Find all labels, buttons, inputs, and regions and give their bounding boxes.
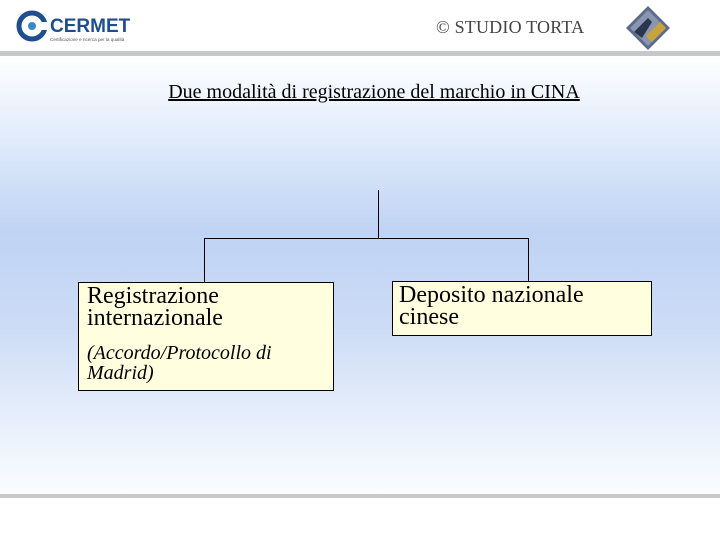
- connector-crossbar: [204, 238, 529, 239]
- cermet-logo: [16, 10, 140, 44]
- cermet-wordmark: CERMET: [50, 16, 131, 37]
- connector-right-drop: [528, 238, 529, 282]
- slide-title: Due modalità di registrazione del marchio in CINA: [168, 81, 580, 103]
- connector-trunk: [378, 190, 379, 238]
- copyright-text: © STUDIO TORTA: [436, 17, 585, 37]
- header: [0, 0, 720, 52]
- cermet-tagline: Certificazione e ricerca per la qualità: [50, 37, 125, 42]
- box-international-label: Registrazione internazionale: [87, 283, 223, 331]
- box-national-label: Deposito nazionale cinese: [399, 282, 584, 330]
- footer: [0, 498, 720, 540]
- box-national-filing: [392, 281, 652, 336]
- connector-left-drop: [204, 238, 205, 282]
- box-international-note: (Accordo/Protocollo di Madrid): [87, 342, 272, 384]
- studio-torta-logo: [624, 4, 672, 52]
- box-international-registration: [78, 282, 334, 391]
- slide-body: [0, 56, 720, 496]
